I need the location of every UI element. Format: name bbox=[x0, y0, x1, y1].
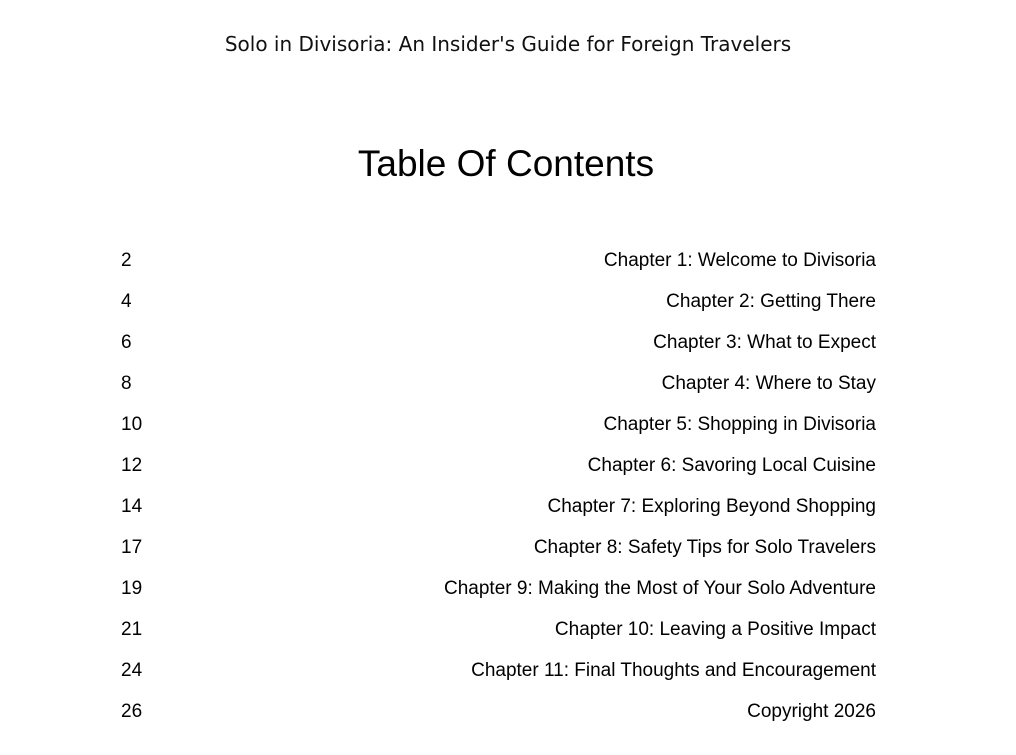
toc-entry-title[interactable]: Chapter 7: Exploring Beyond Shopping bbox=[547, 495, 876, 517]
toc-page-number: 10 bbox=[121, 413, 143, 435]
toc-entry-chapter-6[interactable] bbox=[121, 445, 876, 486]
toc-page-number: 17 bbox=[121, 536, 143, 558]
toc-page-number: 24 bbox=[121, 659, 143, 681]
toc-entry-chapter-4[interactable] bbox=[121, 363, 876, 404]
toc-page-number: 12 bbox=[121, 454, 143, 476]
toc-entry-chapter-1[interactable] bbox=[121, 240, 876, 281]
toc-entry-title[interactable]: Chapter 9: Making the Most of Your Solo Adventure bbox=[444, 577, 876, 599]
toc-entry-title[interactable]: Chapter 8: Safety Tips for Solo Travelers bbox=[533, 536, 876, 558]
toc-list bbox=[121, 240, 876, 732]
toc-entry-chapter-2[interactable] bbox=[121, 281, 876, 322]
toc-entry-chapter-9[interactable] bbox=[121, 568, 876, 609]
toc-page-number: 4 bbox=[121, 290, 132, 312]
toc-entry-chapter-3[interactable] bbox=[121, 322, 876, 363]
toc-entry-title[interactable]: Chapter 1: Welcome to Divisoria bbox=[603, 249, 876, 271]
toc-entry-title[interactable]: Chapter 3: What to Expect bbox=[653, 331, 876, 353]
toc-entry-chapter-8[interactable] bbox=[121, 527, 876, 568]
toc-entry-title[interactable]: Chapter 11: Final Thoughts and Encouragement bbox=[471, 659, 876, 681]
toc-entry-copyright[interactable] bbox=[121, 691, 876, 732]
toc-page-number: 26 bbox=[121, 700, 143, 722]
toc-heading: Table Of Contents bbox=[357, 143, 655, 184]
toc-page-number: 14 bbox=[121, 495, 143, 517]
toc-entry-title[interactable]: Chapter 4: Where to Stay bbox=[661, 372, 876, 394]
toc-entry-chapter-7[interactable] bbox=[121, 486, 876, 527]
toc-page-number: 21 bbox=[121, 618, 143, 640]
toc-page-number: 19 bbox=[121, 577, 143, 599]
toc-entry-chapter-10[interactable] bbox=[121, 609, 876, 650]
toc-page-number: 2 bbox=[121, 249, 132, 271]
toc-entry-title[interactable]: Copyright 2026 bbox=[747, 700, 876, 722]
toc-page-number: 8 bbox=[121, 372, 132, 394]
toc-page-number: 6 bbox=[121, 331, 132, 353]
toc-entry-chapter-11[interactable] bbox=[121, 650, 876, 691]
book-title: Solo in Divisoria: An Insider's Guide for Foreign Travelers bbox=[224, 32, 792, 56]
toc-entry-title[interactable]: Chapter 5: Shopping in Divisoria bbox=[603, 413, 876, 435]
toc-entry-title[interactable]: Chapter 10: Leaving a Positive Impact bbox=[554, 618, 876, 640]
toc-entry-title[interactable]: Chapter 6: Savoring Local Cuisine bbox=[587, 454, 876, 476]
toc-entry-title[interactable]: Chapter 2: Getting There bbox=[666, 290, 876, 312]
toc-entry-chapter-5[interactable] bbox=[121, 404, 876, 445]
